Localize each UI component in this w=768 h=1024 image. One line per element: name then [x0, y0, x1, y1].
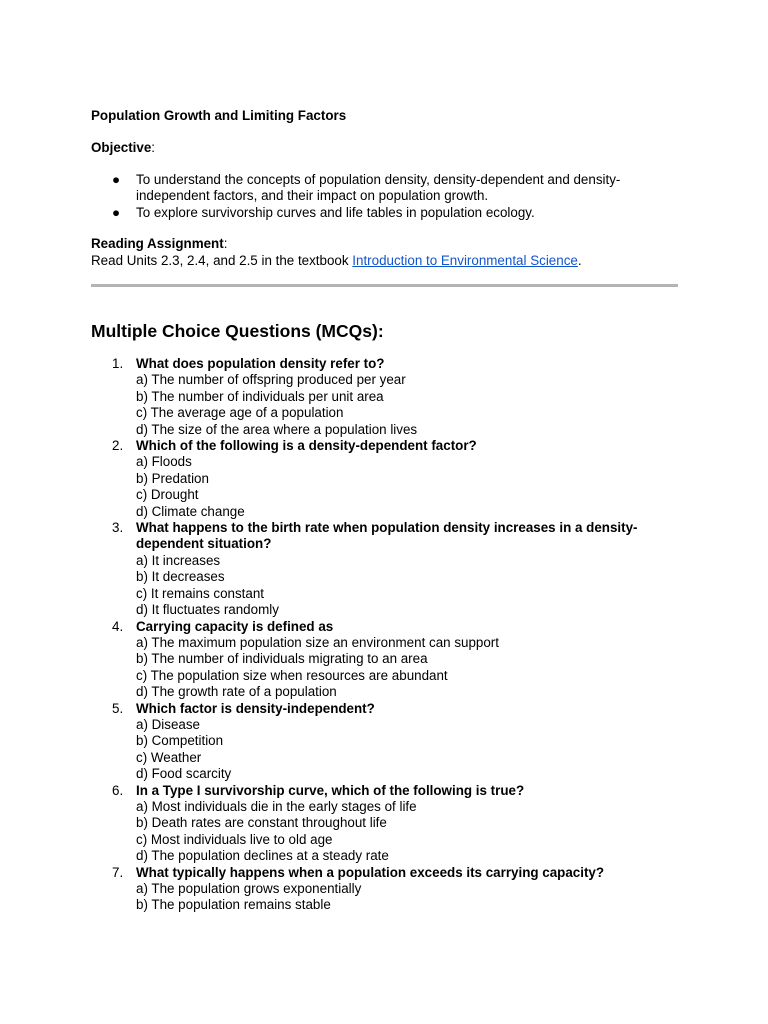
answer-option: a) The population grows exponentially [136, 881, 362, 896]
page-title: Population Growth and Limiting Factors [91, 108, 347, 123]
question-text: What happens to the birth rate when population density increases in a density-dependent situation? [136, 520, 638, 552]
answer-option: a) It increases [136, 552, 221, 568]
answer-option: b) Predation [136, 470, 209, 486]
reading-assignment-text [91, 253, 582, 269]
question-number: 7. [112, 864, 124, 880]
reading-colon: : [223, 236, 228, 251]
answer-option: c) Most individuals live to old age [136, 831, 333, 847]
question-text: What does population density refer to? [136, 356, 385, 371]
answer-option: c) The population size when resources are abundant [136, 667, 448, 683]
question-item [91, 701, 671, 783]
mcq-heading: Multiple Choice Questions (MCQs): [91, 321, 384, 341]
question-list [91, 356, 671, 914]
question-text: In a Type I survivorship curve, which of the following is true? [136, 782, 525, 798]
answer-option: b) The number of individuals per unit area [136, 388, 384, 404]
answer-option: a) The maximum population size an environment can support [136, 634, 499, 650]
objective-colon: : [151, 140, 156, 155]
answer-option: b) Death rates are constant throughout life [136, 815, 387, 831]
answer-option: d) The population declines at a steady rate [136, 848, 389, 864]
question-number: 3. [112, 520, 124, 536]
bullet-icon: ● [112, 172, 121, 187]
answer-option: c) Weather [136, 749, 202, 765]
answer-option: b) Competition [136, 733, 224, 749]
question-item [91, 619, 671, 701]
answer-option: c) Drought [136, 487, 199, 503]
reading-text-before: Read Units 2.3, 2.4, and 2.5 in the textbook [91, 253, 353, 268]
question-number: 4. [112, 618, 124, 634]
question-text: Which factor is density-independent? [136, 700, 375, 716]
textbook-link[interactable]: Introduction to Environmental Science [352, 253, 578, 268]
question-text: Which of the following is a density-dependent factor? [136, 438, 477, 454]
question-number: 6. [112, 782, 124, 798]
answer-option: a) Floods [136, 454, 192, 470]
answer-option: b) The population remains stable [136, 897, 331, 913]
answer-option: a) Disease [136, 716, 201, 732]
reading-assignment-label: Reading Assignment [91, 236, 224, 251]
answer-option: a) Most individuals die in the early stages of life [136, 798, 417, 814]
question-item [91, 438, 671, 520]
answer-option: d) The growth rate of a population [136, 684, 337, 700]
answer-option: a) The number of offspring produced per year [136, 372, 406, 388]
question-item [91, 865, 671, 914]
objective-item-text: To understand the concepts of population density, density-dependent and density-independent factors, and their impact on population growth. [136, 172, 621, 204]
answer-option: c) It remains constant [136, 585, 265, 601]
bullet-icon: ● [112, 204, 121, 220]
answer-option: d) It fluctuates randomly [136, 602, 279, 618]
answer-option: b) It decreases [136, 569, 225, 585]
question-number: 1. [112, 356, 124, 371]
horizontal-divider [91, 284, 678, 287]
question-text: Carrying capacity is defined as [136, 618, 334, 634]
answer-option: c) The average age of a population [136, 405, 344, 421]
answer-option: d) Food scarcity [136, 766, 232, 782]
reading-assignment-heading [91, 236, 227, 252]
objective-item [91, 172, 651, 205]
question-item [91, 520, 671, 618]
objective-item [91, 205, 651, 221]
answer-option: d) Climate change [136, 503, 245, 519]
question-number: 5. [112, 700, 124, 716]
question-item [91, 783, 671, 865]
objective-label: Objective [91, 140, 152, 155]
objective-list [91, 172, 651, 221]
question-number: 2. [112, 438, 124, 454]
objective-heading [91, 140, 155, 156]
answer-option: b) The number of individuals migrating to an area [136, 651, 428, 667]
objective-item-text: To explore survivorship curves and life tables in population ecology. [136, 204, 535, 220]
answer-option: d) The size of the area where a population lives [136, 421, 418, 437]
question-text: What typically happens when a population exceeds its carrying capacity? [136, 864, 605, 880]
reading-text-after: . [577, 253, 582, 268]
question-item [91, 356, 671, 438]
